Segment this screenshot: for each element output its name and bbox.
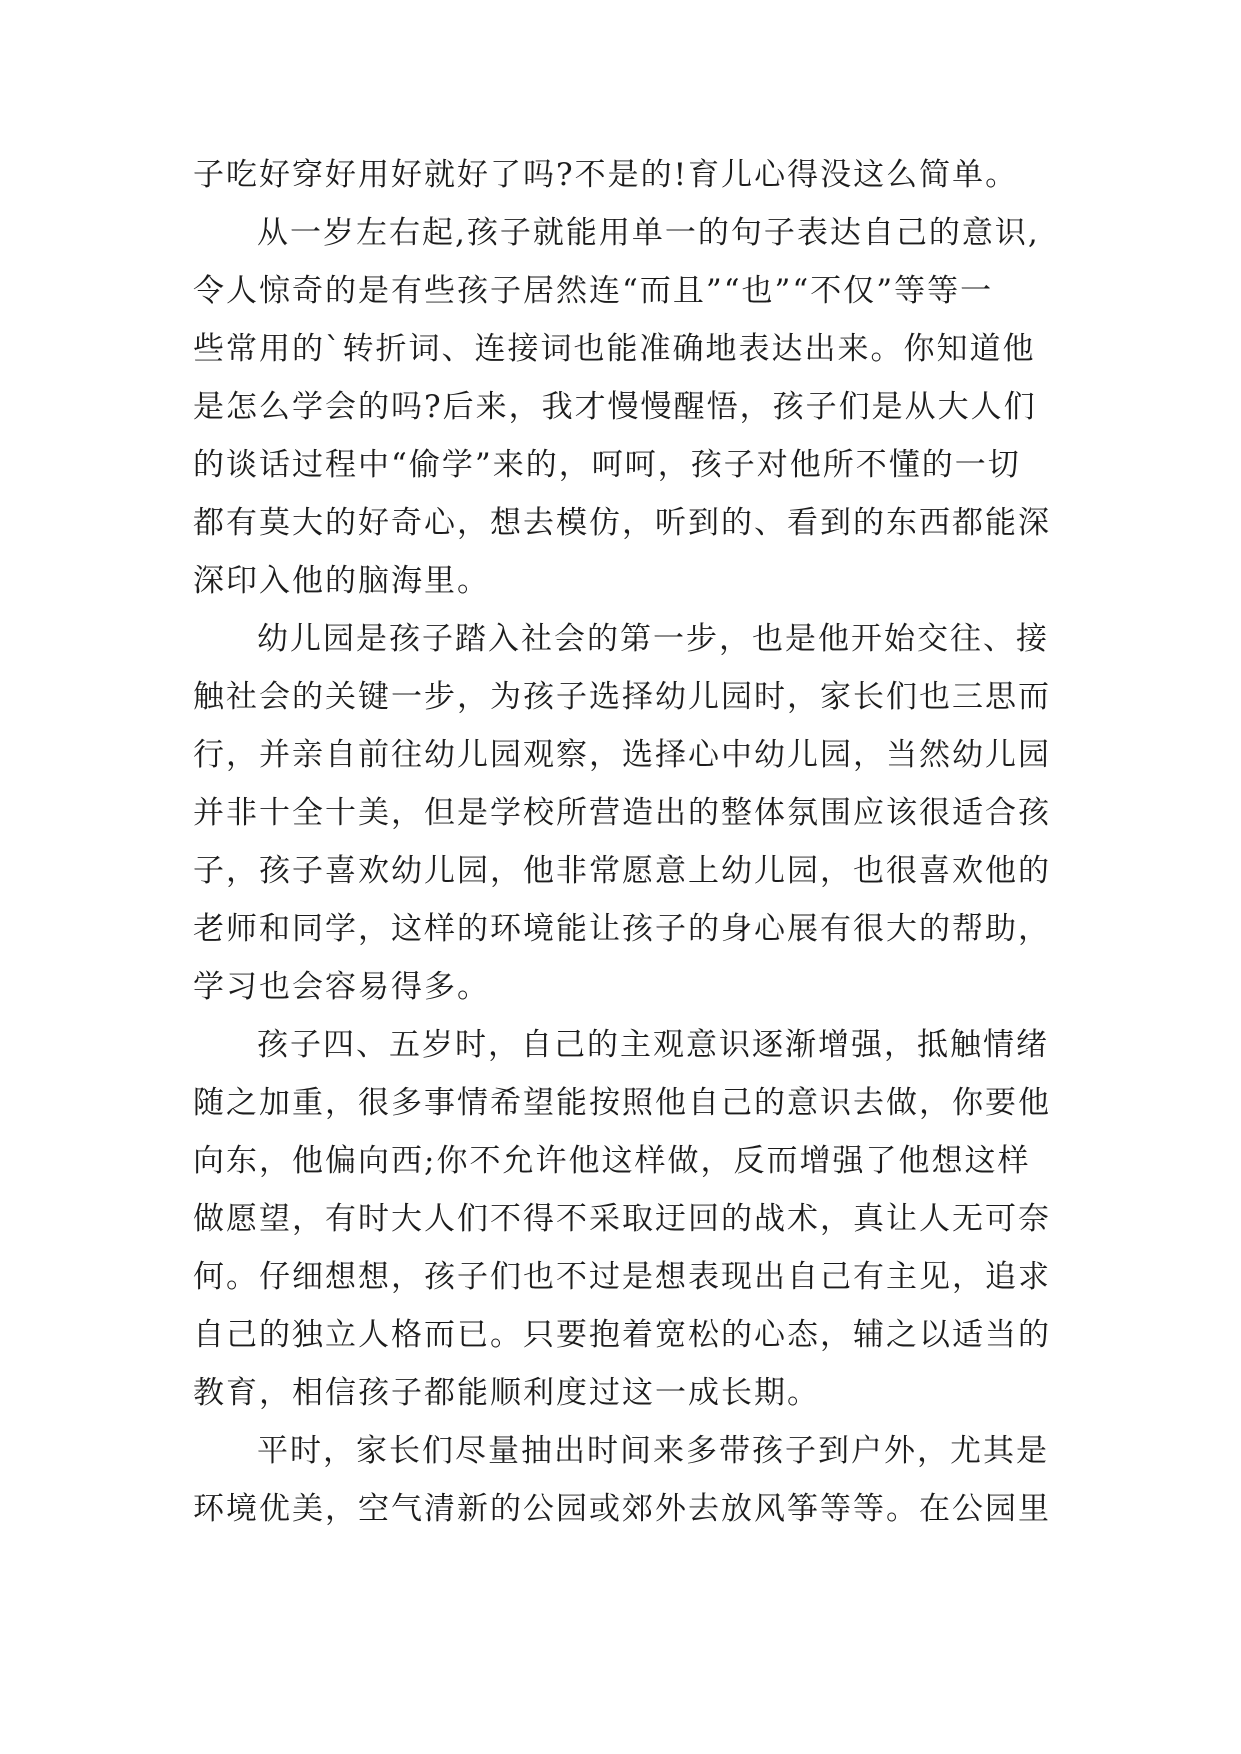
text-line: 是怎么学会的吗?后来，我才慢慢醒悟，孩子们是从大人们 — [193, 389, 1037, 425]
text-line: 触社会的关键一步，为孩子选择幼儿园时，家长们也三思而 — [193, 679, 1051, 715]
text-line: 幼儿园是孩子踏入社会的第一步，也是他开始交往、接 — [257, 621, 1049, 657]
text-line: 的谈话过程中“偷学”来的，呵呵，孩子对他所不懂的一切 — [193, 447, 1021, 483]
text-line: 行，并亲自前往幼儿园观察，选择心中幼儿园，当然幼儿园 — [193, 737, 1051, 773]
text-line: 自己的独立人格而已。只要抱着宽松的心态，辅之以适当的 — [193, 1317, 1051, 1353]
text-line: 都有莫大的好奇心，想去模仿，听到的、看到的东西都能深 — [193, 505, 1051, 541]
text-line: 平时，家长们尽量抽出时间来多带孩子到户外，尤其是 — [257, 1433, 1049, 1469]
text-line: 老师和同学，这样的环境能让孩子的身心展有很大的帮助， — [193, 911, 1051, 947]
document-body — [193, 146, 1073, 1538]
text-line: 学习也会容易得多。 — [193, 969, 490, 1005]
text-line: 何。仔细想想，孩子们也不过是想表现出自己有主见，追求 — [193, 1259, 1051, 1295]
text-line: 孩子四、五岁时，自己的主观意识逐渐增强，抵触情绪 — [257, 1027, 1049, 1063]
text-line: 向东，他偏向西;你不允许他这样做，反而增强了他想这样 — [193, 1143, 1031, 1179]
text-line: 令人惊奇的是有些孩子居然连“而且”“也”“不仅”等等一 — [193, 273, 994, 309]
text-line: 环境优美，空气清新的公园或郊外去放风筝等等。在公园里 — [193, 1491, 1051, 1527]
text-line: 些常用的`转折词、连接词也能准确地表达出来。你知道他 — [193, 331, 1036, 367]
text-line: 教育，相信孩子都能顺利度过这一成长期。 — [193, 1375, 820, 1411]
text-line: 深印入他的脑海里。 — [193, 563, 490, 599]
text-line: 并非十全十美，但是学校所营造出的整体氛围应该很适合孩 — [193, 795, 1051, 831]
text-line: 子，孩子喜欢幼儿园，他非常愿意上幼儿园，也很喜欢他的 — [193, 853, 1051, 889]
text-line: 子吃好穿好用好就好了吗?不是的!育儿心得没这么简单。 — [193, 157, 1019, 193]
text-line: 做愿望，有时大人们不得不采取迂回的战术，真让人无可奈 — [193, 1201, 1051, 1237]
text-line: 从一岁左右起,孩子就能用单一的句子表达自己的意识, — [257, 215, 1040, 251]
text-line: 随之加重，很多事情希望能按照他自己的意识去做，你要他 — [193, 1085, 1051, 1121]
